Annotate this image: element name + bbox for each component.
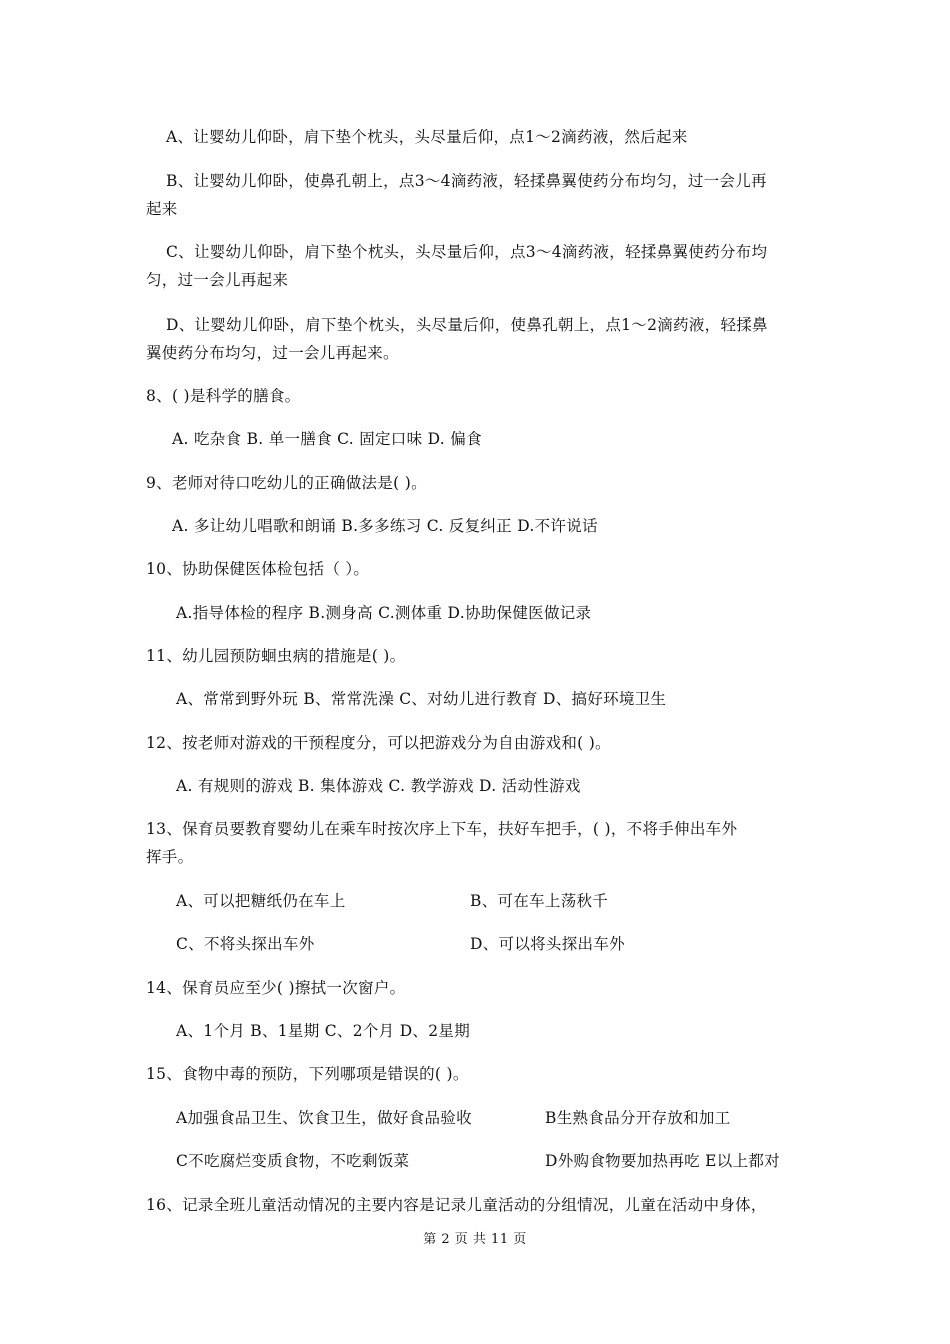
q7-option-d-cont: 翼使药分布均匀，过一会儿再起来。: [146, 344, 399, 362]
q7-option-b: B、让婴幼儿仰卧，使鼻孔朝上，点3～4滴药液，轻揉鼻翼使药分布均匀，过一会儿再: [166, 172, 767, 190]
question-9: 9、老师对待口吃幼儿的正确做法是( )。: [146, 474, 427, 492]
question-13: 13、保育员要教育婴幼儿在乘车时按次序上下车，扶好车把手，( )，不将手伸出车外: [146, 820, 738, 838]
q7-option-c: C、让婴幼儿仰卧，肩下垫个枕头，头尽量后仰，点3～4滴药液，轻揉鼻翼使药分布均: [166, 243, 768, 261]
q8-options: A. 吃杂食 B. 单一膳食 C. 固定口味 D. 偏食: [172, 430, 482, 448]
q10-options: A.指导体检的程序 B.测身高 C.测体重 D.协助保健医做记录: [176, 604, 592, 622]
question-14: 14、保育员应至少( )擦拭一次窗户。: [146, 979, 406, 997]
q7-option-c-cont: 匀，过一会儿再起来: [146, 271, 289, 289]
question-8: 8、( )是科学的膳食。: [146, 387, 301, 405]
q7-option-a: A、让婴幼儿仰卧，肩下垫个枕头，头尽量后仰，点1～2滴药液，然后起来: [166, 128, 688, 146]
question-10: 10、协助保健医体检包括（ ）。: [146, 560, 370, 578]
question-12: 12、按老师对游戏的干预程度分，可以把游戏分为自由游戏和( )。: [146, 734, 611, 752]
q15-option-a: A加强食品卫生、饮食卫生，做好食品验收: [176, 1109, 472, 1127]
q13-option-c: C、不将头探出车外: [176, 935, 315, 953]
q11-options: A、常常到野外玩 B、常常洗澡 C、对幼儿进行教育 D、搞好环境卫生: [176, 690, 667, 708]
q13-option-b: B、可在车上荡秋千: [470, 892, 609, 910]
q12-options: A. 有规则的游戏 B. 集体游戏 C. 教学游戏 D. 活动性游戏: [176, 777, 581, 795]
question-15: 15、食物中毒的预防，下列哪项是错误的( )。: [146, 1065, 469, 1083]
question-11: 11、幼儿园预防蛔虫病的措施是( )。: [146, 647, 406, 665]
question-16: 16、记录全班儿童活动情况的主要内容是记录儿童活动的分组情况，儿童在活动中身体，: [146, 1196, 767, 1214]
page-footer: 第 2 页 共 11 页: [423, 1232, 527, 1247]
question-13-cont: 挥手。: [146, 848, 194, 866]
q15-option-de: D外购食物要加热再吃 E以上都对: [545, 1152, 780, 1170]
q7-option-b-cont: 起来: [146, 200, 178, 218]
q13-option-d: D、可以将头探出车外: [470, 935, 625, 953]
q7-option-d: D、让婴幼儿仰卧，肩下垫个枕头，头尽量后仰，使鼻孔朝上，点1～2滴药液，轻揉鼻: [166, 316, 768, 334]
q15-option-c: C不吃腐烂变质食物，不吃剩饭菜: [176, 1152, 410, 1170]
q14-options: A、1个月 B、1星期 C、2个月 D、2星期: [176, 1022, 470, 1040]
q9-options: A. 多让幼儿唱歌和朗诵 B.多多练习 C. 反复纠正 D.不许说话: [172, 517, 598, 535]
q13-option-a: A、可以把糖纸仍在车上: [176, 892, 346, 910]
q15-option-b: B生熟食品分开存放和加工: [545, 1109, 731, 1127]
